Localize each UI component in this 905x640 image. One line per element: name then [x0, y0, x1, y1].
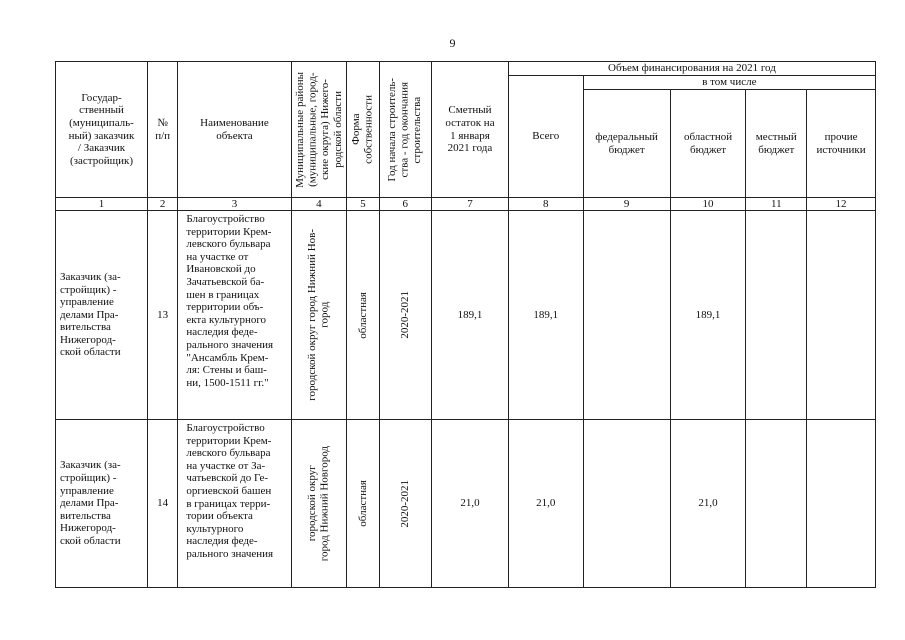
header-row-1 — [56, 62, 876, 76]
header-other: прочие источники — [807, 90, 876, 198]
row-federal — [583, 211, 670, 420]
row-federal — [583, 420, 670, 588]
row-total: 21,0 — [508, 420, 583, 588]
header-object-name: Наименование объекта — [178, 62, 291, 198]
row-years: 2020-2021 — [379, 211, 432, 420]
row-object-name: Благоустройство территории Крем- левского бульвара на участке от Ивановской до Зачатьевской ба- шен в границах территории объ- екта культурного наследия феде- рального значения "Ансамбль Крем- ля: Стены и баш- ни, 1500-1511 гг." — [178, 211, 291, 420]
column-number: 6 — [379, 198, 432, 211]
row-customer: Заказчик (за- стройщик) - управление делами Пра- вительства Нижегород- ской области — [56, 211, 148, 420]
row-index: 14 — [148, 420, 178, 588]
header-total: Всего — [508, 76, 583, 198]
column-number: 5 — [347, 198, 379, 211]
column-number: 7 — [432, 198, 509, 211]
row-years: 2020-2021 — [379, 420, 432, 588]
header-remainder: Сметный остаток на 1 января 2021 года — [432, 62, 509, 198]
header-years: Год начала строитель- ства - год окончания строительства — [379, 62, 432, 198]
row-local — [746, 420, 807, 588]
row-regional: 189,1 — [670, 211, 746, 420]
table-row — [56, 211, 876, 420]
row-district: городской округ город Нижний Нов- город — [291, 211, 347, 420]
column-number: 2 — [148, 198, 178, 211]
column-number: 1 — [56, 198, 148, 211]
row-local — [746, 211, 807, 420]
row-regional: 21,0 — [670, 420, 746, 588]
row-other — [807, 211, 876, 420]
row-district: городской округ город Нижний Новгород — [291, 420, 347, 588]
row-customer: Заказчик (за- стройщик) - управление делами Пра- вительства Нижегород- ской области — [56, 420, 148, 588]
row-index: 13 — [148, 211, 178, 420]
column-number: 8 — [508, 198, 583, 211]
row-object-name: Благоустройство территории Крем- левского бульвара на участке от За- чатьевской до Ге- оргиевской башен в границах терри- тории объекта культурного наследия феде- рального значения — [178, 420, 291, 588]
header-local: местный бюджет — [746, 90, 807, 198]
header-including: в том числе — [583, 76, 875, 90]
investment-table — [55, 61, 876, 588]
row-remainder: 189,1 — [432, 211, 509, 420]
header-customer: Государ- ственный (муниципаль- ный) заказчик / Заказчик (застройщик) — [56, 62, 148, 198]
header-ownership: Форма собственности — [347, 62, 379, 198]
column-number: 3 — [178, 198, 291, 211]
row-ownership: областная — [347, 420, 379, 588]
row-total: 189,1 — [508, 211, 583, 420]
header-districts: Муниципальные районы (муниципальные, город- ские округа) Нижего- родской области — [291, 62, 347, 198]
column-number: 12 — [807, 198, 876, 211]
header-federal: федеральный бюджет — [583, 90, 670, 198]
column-number: 11 — [746, 198, 807, 211]
header-regional: областной бюджет — [670, 90, 746, 198]
row-remainder: 21,0 — [432, 420, 509, 588]
column-number-row — [56, 198, 876, 211]
table-row — [56, 420, 876, 588]
column-number: 4 — [291, 198, 347, 211]
header-funding-group: Объем финансирования на 2021 год — [508, 62, 875, 76]
page-number: 9 — [449, 36, 456, 50]
column-number: 10 — [670, 198, 746, 211]
column-number: 9 — [583, 198, 670, 211]
row-ownership: областная — [347, 211, 379, 420]
row-other — [807, 420, 876, 588]
header-index: № п/п — [148, 62, 178, 198]
